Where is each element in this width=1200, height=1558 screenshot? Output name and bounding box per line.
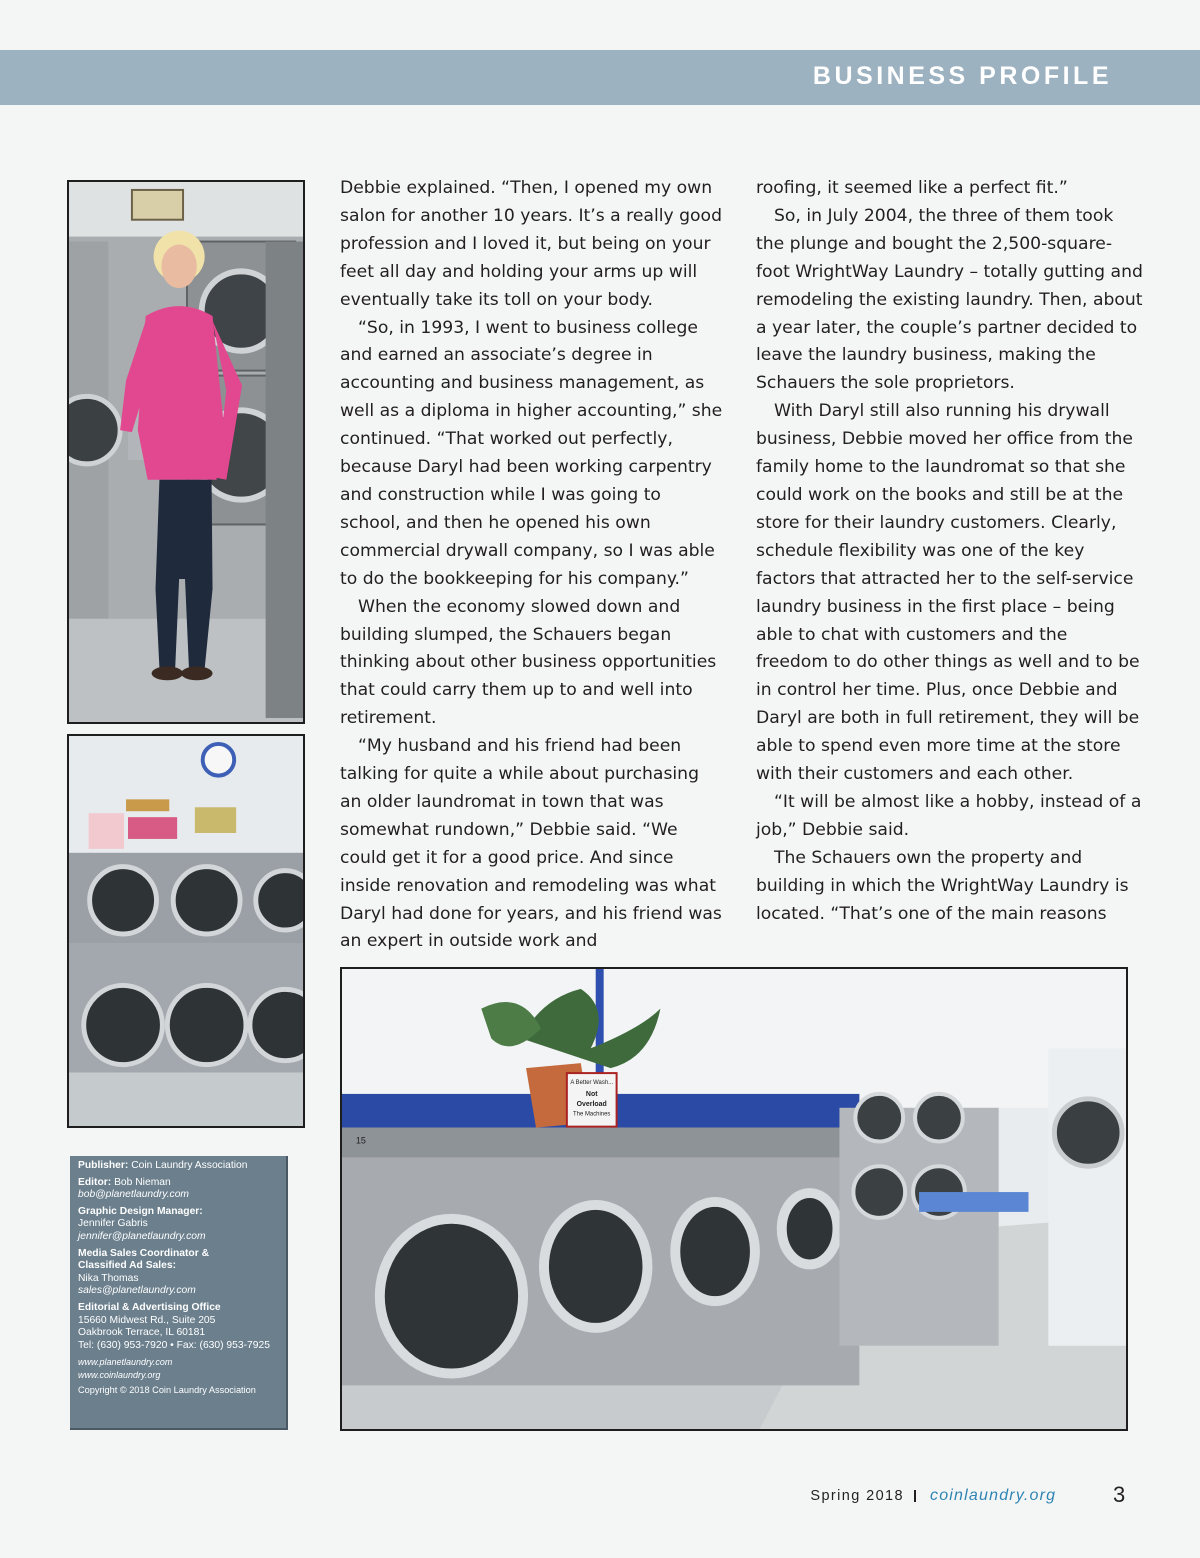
article-paragraph: The Schauers own the property and building in which the WrightWay Laundry is located. “That’s one of the main reasons (756, 847, 1129, 924)
page-number: 3 (1113, 1482, 1126, 1507)
section-title: BUSINESS PROFILE (812, 62, 1112, 90)
article-paragraph: Debbie explained. “Then, I opened my own salon for another 10 years. It’s a really good profession and I loved it, but being on your feet all day and holding your arms up will eventually take its toll on your body. (340, 178, 722, 310)
sign-line-4: The Machines (573, 1111, 611, 1118)
sign-line-2: Not (585, 1090, 598, 1098)
article-paragraph: “It will be almost like a hobby, instead of a job,” Debbie said. (756, 791, 1142, 840)
article-paragraph: With Daryl still also running his drywall business, Debbie moved her office from the family home to the laundromat so that she could work on the books and still be at the store for their laundry customers. Clearly, schedule flexibility was one of the key factors that attracted her to the self-service laundry business in the first place – being able to chat with customers and the freedom to do other things as well and to be in control her time. Plus, once Debbie and Daryl are both in full retirement, they will be able to spend even more time at the store with their customers and each other. (756, 401, 1140, 785)
editor-name: Bob Nieman (114, 1176, 171, 1188)
website-1: www.planetlaundry.com (78, 1357, 173, 1368)
issue-season: Spring 2018 (810, 1488, 904, 1504)
sales-name: Nika Thomas (78, 1272, 139, 1284)
editor-label: Editor: (78, 1176, 112, 1188)
article-paragraph: When the economy slowed down and building slumped, the Schauers began thinking about other business opportunities that could carry them up to and well into retirement. (340, 596, 717, 729)
masthead-sales (78, 1248, 278, 1298)
page-footer (0, 1482, 1200, 1510)
article-paragraph: “My husband and his friend had been talking for quite a while about purchasing an older laundromat in town that was somewhat rundown,” Debbie said. “We could get it for a good price. And since inside renovation and remodeling was what Daryl had done for years, and his friend was an expert in outside work and (340, 736, 722, 952)
masthead-box (70, 1156, 288, 1430)
sales-label-2: Classified Ad Sales: (78, 1260, 177, 1272)
sales-label-1: Media Sales Coordinator & (78, 1247, 210, 1259)
sales-email: sales@planetlaundry.com (78, 1285, 196, 1297)
masthead-design (78, 1206, 278, 1244)
office-address-2: Oakbrook Terrace, IL 60181 (78, 1327, 206, 1339)
design-email: jennifer@planetlaundry.com (78, 1230, 206, 1242)
masthead-publisher (78, 1160, 278, 1173)
sign-line-3: Overload (576, 1100, 607, 1108)
masthead-office (78, 1302, 278, 1352)
machine-number: 15 (355, 1135, 366, 1146)
office-address-1: 15660 Midwest Rd., Suite 205 (78, 1314, 216, 1326)
design-name: Jennifer Gabris (78, 1218, 148, 1230)
photo-laundry-room (340, 967, 1128, 1431)
design-label: Graphic Design Manager: (78, 1205, 203, 1217)
masthead-editor (78, 1177, 278, 1202)
website-2: www.coinlaundry.org (78, 1369, 161, 1380)
sign-line-1: A Better Wash... (570, 1080, 614, 1086)
article-column-2 (756, 175, 1144, 928)
publisher-label: Publisher: (78, 1160, 129, 1171)
laundry-room-image (342, 969, 1126, 1429)
office-phone: Tel: (630) 953-7920 • Fax: (630) 953-7925 (78, 1339, 270, 1351)
footer-website: coinlaundry.org (930, 1487, 1057, 1504)
photo-owner-portrait (67, 180, 305, 724)
article-paragraph: “So, in 1993, I went to business college and earned an associate’s degree in accounting and business management, as well as a diploma in higher accounting,” she continued. “That worked out perfectly, because Daryl had been working carpentry and construction while I was going to school, and then he opened his own commercial drywall company, so I was able to do the bookkeeping for his company.” (340, 317, 723, 589)
article-paragraph: roofing, it seemed like a perfect fit.” (756, 178, 1068, 198)
copyright: Copyright © 2018 Coin Laundry Association (78, 1384, 256, 1395)
office-label: Editorial & Advertising Office (78, 1301, 221, 1313)
editor-email: bob@planetlaundry.com (78, 1189, 190, 1201)
photo-stacked-dryers (67, 734, 305, 1128)
article-paragraph: So, in July 2004, the three of them took the plunge and bought the 2,500-square-foot WrightWay Laundry – totally gutting and remodeling the existing laundry. Then, about a year later, the couple’s partner decided to leave the laundry business, making the Schauers the sole proprietors. (756, 205, 1143, 394)
stacked-dryers-image (69, 736, 303, 1126)
section-banner (0, 50, 1200, 105)
footer-separator (914, 1490, 916, 1502)
article-column-1 (340, 175, 725, 956)
publisher-name: Coin Laundry Association (131, 1160, 248, 1171)
owner-portrait-image (69, 182, 303, 722)
